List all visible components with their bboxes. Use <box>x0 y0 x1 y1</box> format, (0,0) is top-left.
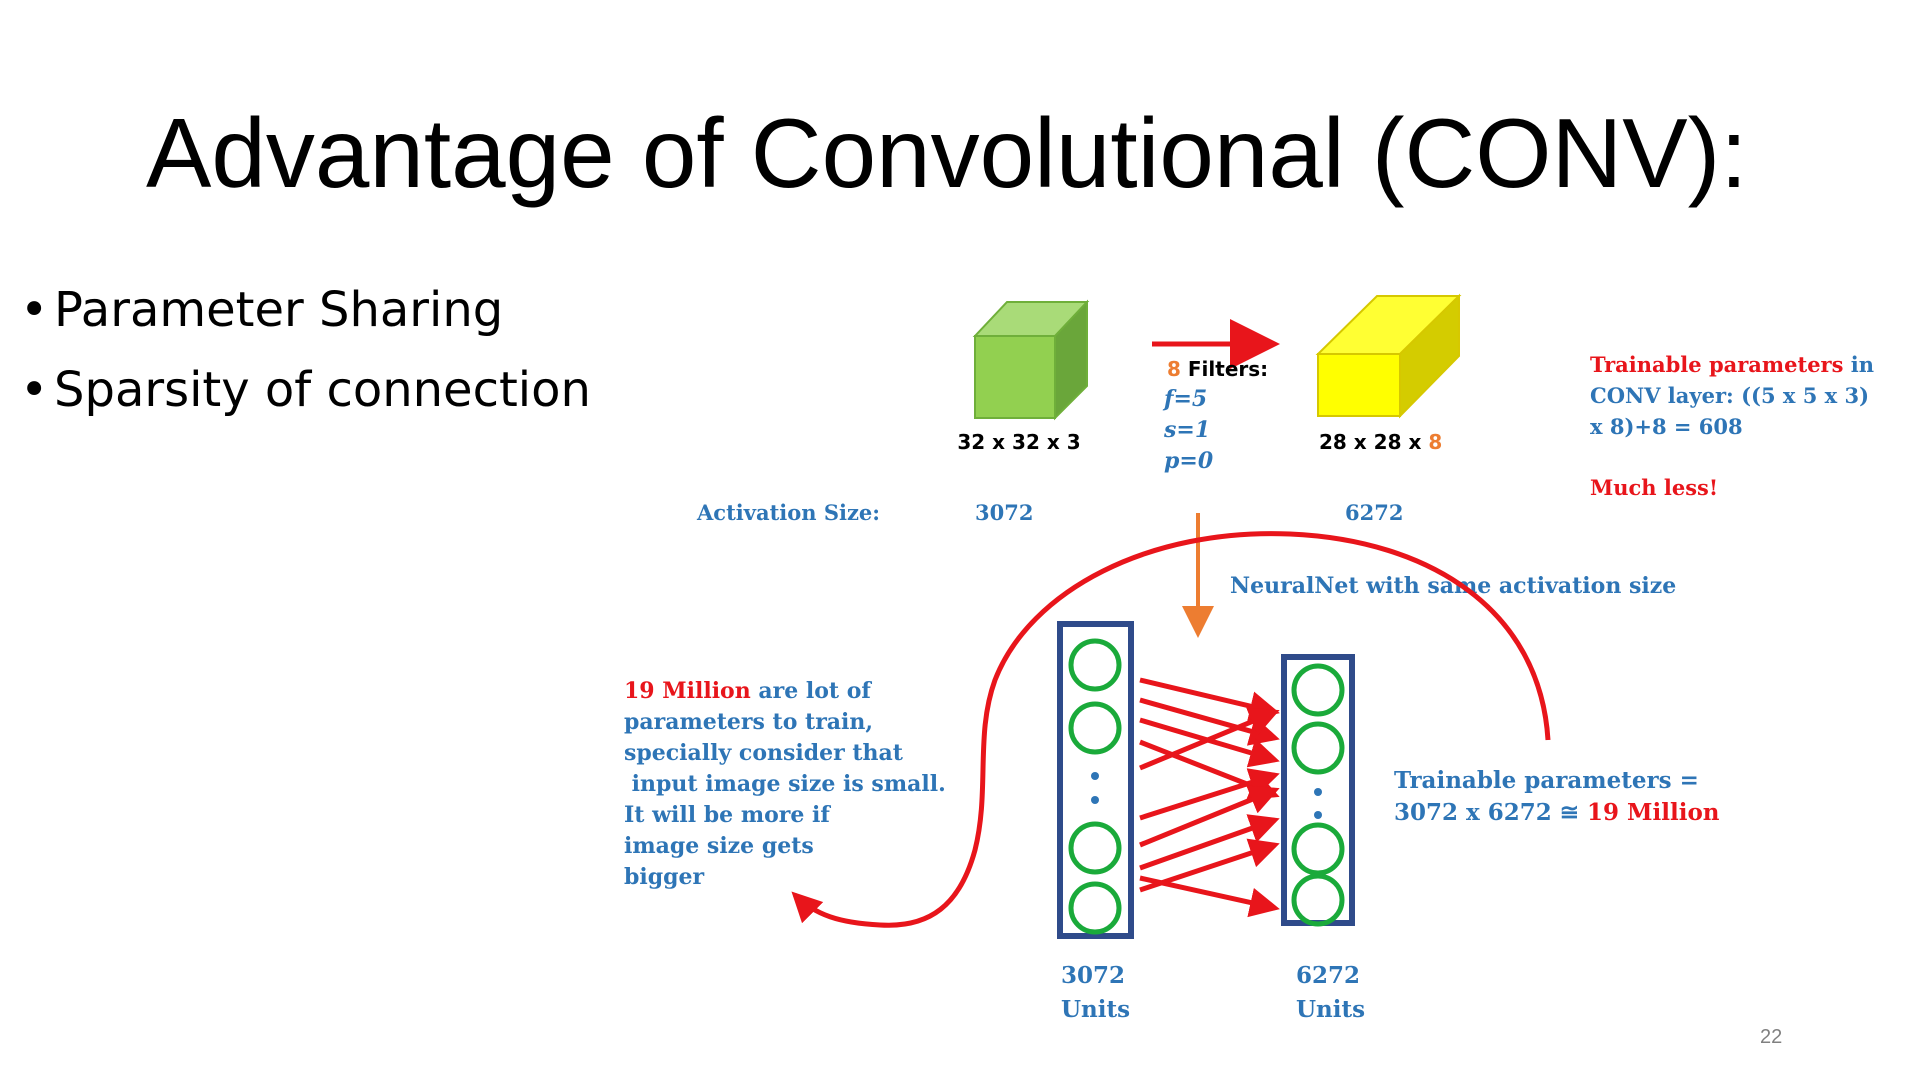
input-layer-units-num: 3072 <box>1061 962 1126 989</box>
activation-output-size: 6272 <box>1345 500 1404 525</box>
bullet-text: Sparsity of connection <box>54 362 591 418</box>
output-volume-label: 28 x 28 x 8 <box>1319 430 1443 454</box>
output-volume-box <box>1318 296 1459 416</box>
left-note-line: bigger <box>624 864 705 890</box>
input-layer-units-word: Units <box>1061 996 1131 1023</box>
left-note-line: It will be more if <box>624 802 830 828</box>
neuralnet-label: NeuralNet with same activation size <box>1230 573 1677 599</box>
filters-label: 8 Filters: <box>1167 357 1269 381</box>
neuron <box>1294 724 1342 772</box>
connection-arrow <box>1140 820 1275 868</box>
connection-arrow <box>1140 878 1275 908</box>
neuron <box>1294 825 1342 873</box>
neuron <box>1294 876 1342 924</box>
left-note <box>624 678 946 890</box>
output-layer-units-num: 6272 <box>1296 962 1361 989</box>
input-volume-cube <box>975 302 1087 418</box>
slide-number: 22 <box>1760 1026 1783 1048</box>
left-note-line: specially consider that <box>624 740 903 766</box>
bullet-sparsity: • Sparsity of connection <box>20 362 591 418</box>
conv-params-line3: x 8)+8 = 608 <box>1590 414 1743 439</box>
input-volume-label: 32 x 32 x 3 <box>957 430 1081 454</box>
dense-connections <box>1140 680 1275 908</box>
neuron <box>1071 824 1119 872</box>
fc-params-line2: 3072 x 6272 ≅ 19 Million <box>1394 799 1720 826</box>
filter-size: f=5 <box>1164 386 1208 412</box>
conv-params-line2: CONV layer: ((5 x 5 x 3) <box>1590 383 1870 408</box>
filter-padding: p=0 <box>1164 448 1214 474</box>
much-less-note: Much less! <box>1590 475 1719 500</box>
output-layer <box>1284 657 1352 924</box>
connection-arrow <box>1140 742 1275 795</box>
neuron <box>1071 641 1119 689</box>
neuron <box>1071 884 1119 932</box>
left-note-line: input image size is small. <box>624 771 946 797</box>
filter-stride: s=1 <box>1164 417 1211 443</box>
slide-title: Advantage of Convolutional (CONV): <box>146 98 1748 208</box>
ellipsis-dot <box>1091 772 1099 780</box>
left-note-line: image size gets <box>624 833 814 859</box>
bullet-text: Parameter Sharing <box>54 282 504 338</box>
activation-input-size: 3072 <box>975 500 1034 525</box>
fc-params-line1: Trainable parameters = <box>1394 767 1699 794</box>
left-note-line: 19 Million are lot of <box>624 678 871 704</box>
ellipsis-dot <box>1314 811 1322 819</box>
neuron <box>1294 666 1342 714</box>
bullet-parameter-sharing: • Parameter Sharing <box>20 282 504 338</box>
ellipsis-dot <box>1314 788 1322 796</box>
input-layer <box>1060 624 1131 936</box>
activation-size-label: Activation Size: <box>697 500 881 525</box>
conv-params-line1: Trainable parameters in <box>1590 352 1875 377</box>
left-note-line: parameters to train, <box>624 709 874 735</box>
ellipsis-dot <box>1091 796 1099 804</box>
neuron <box>1071 704 1119 752</box>
output-layer-units-word: Units <box>1296 996 1366 1023</box>
